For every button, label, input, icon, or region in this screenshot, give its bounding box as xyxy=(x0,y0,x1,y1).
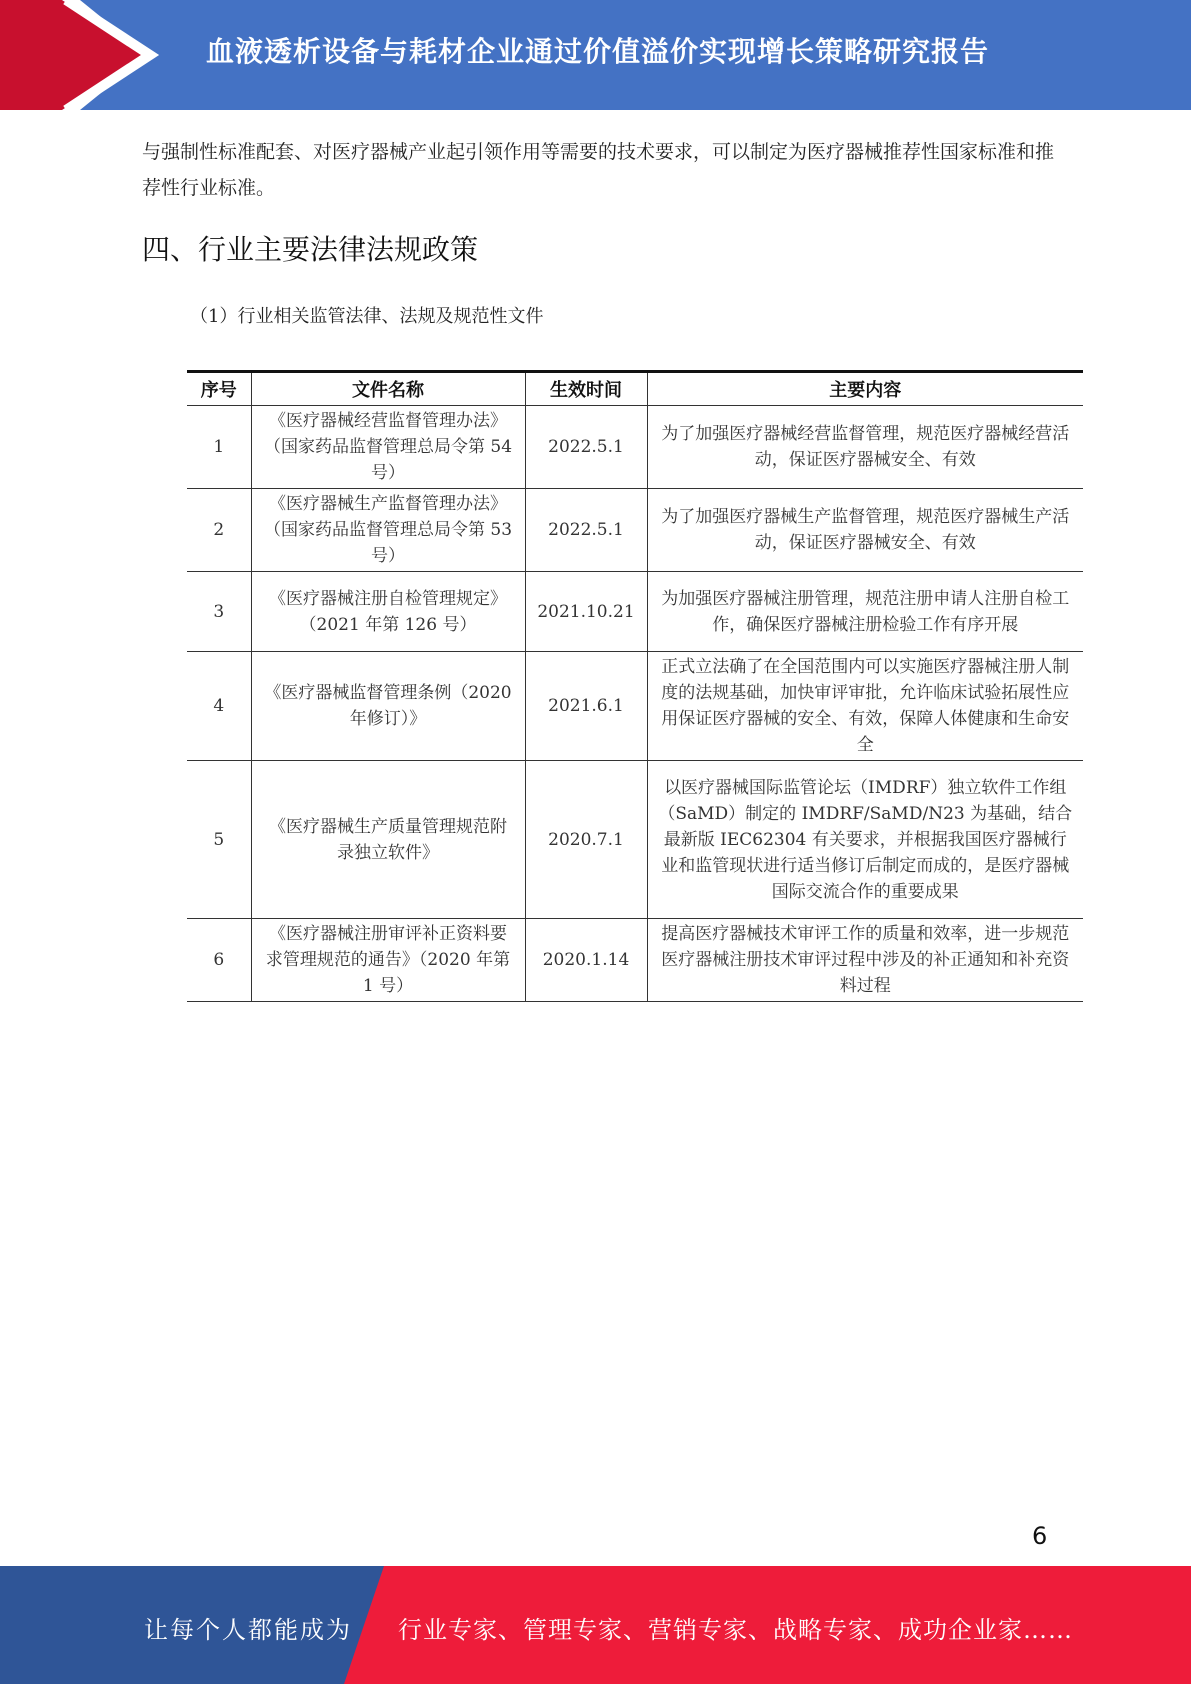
footer-slogan-left: 让每个人都能成为 xyxy=(144,1616,352,1644)
cell-content: 为了加强医疗器械经营监督管理，规范医疗器械经营活动，保证医疗器械安全、有效 xyxy=(647,406,1083,489)
table-row xyxy=(187,406,1083,489)
table-row xyxy=(187,919,1083,1002)
report-title: 血液透析设备与耗材企业通过价值溢价实现增长策略研究报告 xyxy=(206,35,990,68)
cell-date: 2022.5.1 xyxy=(525,489,647,572)
cell-date: 2021.6.1 xyxy=(525,652,647,761)
col-header-name: 文件名称 xyxy=(251,372,525,406)
cell-content: 为了加强医疗器械生产监督管理，规范医疗器械生产活动，保证医疗器械安全、有效 xyxy=(647,489,1083,572)
cell-name: 《医疗器械生产监督管理办法》（国家药品监督管理总局令第 53 号） xyxy=(251,489,525,572)
cell-date: 2020.7.1 xyxy=(525,761,647,919)
table-header-row xyxy=(187,372,1083,406)
cell-no: 2 xyxy=(187,489,251,572)
section-heading: 四、行业主要法律法规政策 xyxy=(142,233,479,266)
cell-no: 3 xyxy=(187,572,251,652)
col-header-content: 主要内容 xyxy=(647,372,1083,406)
table-row xyxy=(187,652,1083,761)
cell-content: 为加强医疗器械注册管理，规范注册申请人注册自检工作，确保医疗器械注册检验工作有序开展 xyxy=(647,572,1083,652)
footer-slogan-right: 行业专家、管理专家、营销专家、战略专家、成功企业家…… xyxy=(398,1616,1073,1644)
cell-name: 《医疗器械监督管理条例（2020 年修订）》 xyxy=(251,652,525,761)
cell-no: 6 xyxy=(187,919,251,1002)
table-row xyxy=(187,761,1083,919)
header-banner xyxy=(0,0,1191,110)
table-caption: （1）行业相关监管法律、法规及规范性文件 xyxy=(190,306,544,327)
intro-paragraph: 与强制性标准配套、对医疗器械产业起引领作用等需要的技术要求，可以制定为医疗器械推荐性国家标准和推荐性行业标准。 xyxy=(142,141,1055,199)
cell-no: 5 xyxy=(187,761,251,919)
cell-date: 2022.5.1 xyxy=(525,406,647,489)
col-header-date: 生效时间 xyxy=(525,372,647,406)
cell-no: 4 xyxy=(187,652,251,761)
cell-name: 《医疗器械经营监督管理办法》（国家药品监督管理总局令第 54 号） xyxy=(251,406,525,489)
regulations-table xyxy=(187,370,1083,1002)
page-number: 6 xyxy=(1032,1522,1048,1550)
cell-name: 《医疗器械生产质量管理规范附录独立软件》 xyxy=(251,761,525,919)
cell-date: 2020.1.14 xyxy=(525,919,647,1002)
cell-name: 《医疗器械注册审评补正资料要求管理规范的通告》（2020 年第 1 号） xyxy=(251,919,525,1002)
cell-content: 正式立法确了在全国范围内可以实施医疗器械注册人制度的法规基础，加快审评审批，允许临床试验拓展性应用保证医疗器械的安全、有效，保障人体健康和生命安全 xyxy=(647,652,1083,761)
footer-banner xyxy=(0,1566,1191,1684)
table-row xyxy=(187,489,1083,572)
cell-content: 提高医疗器械技术审评工作的质量和效率，进一步规范医疗器械注册技术审评过程中涉及的补正通知和补充资料过程 xyxy=(647,919,1083,1002)
cell-no: 1 xyxy=(187,406,251,489)
cell-date: 2021.10.21 xyxy=(525,572,647,652)
cell-content: 以医疗器械国际监管论坛（IMDRF）独立软件工作组（SaMD）制定的 IMDRF/SaMD/N23 为基础，结合最新版 IEC62304 有关要求，并根据我国医疗器械行业和监管现状进行适当修订后制定而成的，是医疗器械国际交流合作的重要成果 xyxy=(647,761,1083,919)
col-header-no: 序号 xyxy=(187,372,251,406)
cell-name: 《医疗器械注册自检管理规定》（2021 年第 126 号） xyxy=(251,572,525,652)
table-row xyxy=(187,572,1083,652)
